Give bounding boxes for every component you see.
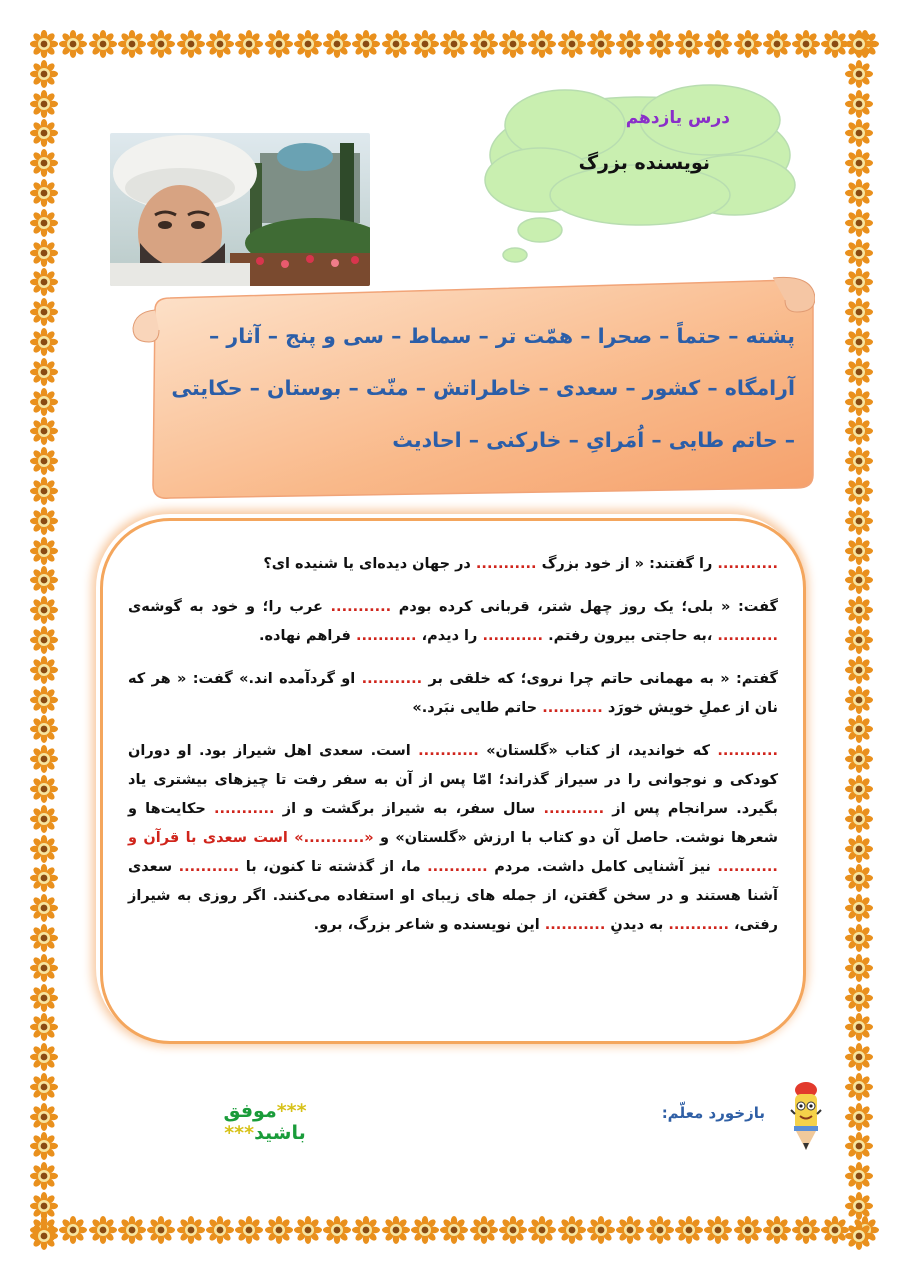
blank: ........... xyxy=(717,556,778,572)
flower-icon xyxy=(675,30,703,58)
flower-icon xyxy=(845,447,873,475)
flower-icon xyxy=(845,835,873,863)
flower-icon xyxy=(845,477,873,505)
text-segment: سعدی آشنا هستند و در سخن گفتن، از جمله های زیبای او استفاده می‌کنند. اگر روزی به شیراز رفتی، xyxy=(128,859,778,933)
flower-icon xyxy=(30,30,58,58)
flower-icon xyxy=(30,1132,58,1160)
flower-icon xyxy=(30,835,58,863)
flower-icon xyxy=(382,30,410,58)
exercise-paragraph xyxy=(128,665,778,723)
flower-icon xyxy=(30,417,58,445)
flower-icon xyxy=(294,30,322,58)
blank: ........... xyxy=(418,743,479,759)
blank: ........... xyxy=(355,628,417,644)
text-segment: به دیدنِ xyxy=(610,917,664,933)
flower-icon xyxy=(30,537,58,565)
flower-icon xyxy=(845,30,873,58)
flower-icon xyxy=(845,388,873,416)
flower-icon xyxy=(118,30,146,58)
flower-icon xyxy=(845,1132,873,1160)
flower-icon xyxy=(499,30,527,58)
flower-icon xyxy=(558,1216,586,1244)
flower-icon xyxy=(845,1192,873,1220)
flower-icon xyxy=(30,805,58,833)
flower-icon xyxy=(440,30,468,58)
flower-icon xyxy=(845,417,873,445)
blank: ........... xyxy=(427,859,488,875)
flower-icon xyxy=(30,358,58,386)
lesson-title: درس یازدهم xyxy=(625,108,730,128)
flower-icon xyxy=(763,1216,791,1244)
flower-border-bottom xyxy=(30,1216,879,1250)
flower-icon xyxy=(845,775,873,803)
flower-icon xyxy=(30,1043,58,1071)
flower-icon xyxy=(845,954,873,982)
flower-icon xyxy=(30,1192,58,1220)
flower-icon xyxy=(30,715,58,743)
flower-icon xyxy=(845,805,873,833)
blank: ........... xyxy=(303,830,365,846)
flower-icon xyxy=(845,596,873,624)
flower-icon xyxy=(265,1216,293,1244)
flower-icon xyxy=(763,30,791,58)
flower-icon xyxy=(845,1222,873,1250)
flower-icon xyxy=(646,1216,674,1244)
teacher-feedback-label: بازخورد معلّم: xyxy=(661,1104,765,1122)
flower-icon xyxy=(30,954,58,982)
flower-icon xyxy=(587,1216,615,1244)
success-message xyxy=(180,1100,350,1144)
flower-icon xyxy=(845,864,873,892)
flower-icon xyxy=(616,30,644,58)
flower-icon xyxy=(30,864,58,892)
exercise-paragraph xyxy=(128,550,778,579)
blank: ........... xyxy=(668,917,729,933)
text-segment: ما، از گذشته تا کنون، با xyxy=(245,859,421,875)
flower-icon xyxy=(30,596,58,624)
text-segment: ،به حاجتی بیرون رفتم. xyxy=(548,628,713,644)
flower-icon xyxy=(734,30,762,58)
flower-icon xyxy=(528,30,556,58)
flower-icon xyxy=(845,924,873,952)
text-segment: او گردآمده اند.» گفت: « هر که نان از عملِ خویش خورَد xyxy=(128,671,778,716)
flower-icon xyxy=(30,1073,58,1101)
flower-icon xyxy=(206,30,234,58)
text-segment: گفت: « بلی؛ یک روز چهل شتر، قربانی کرده بودم xyxy=(398,599,778,615)
text-segment: این نویسنده و شاعر بزرگ، برو. xyxy=(313,917,540,933)
flower-icon xyxy=(845,209,873,237)
flower-icon xyxy=(30,745,58,773)
flower-icon xyxy=(30,477,58,505)
flower-icon xyxy=(845,1043,873,1071)
blank: ........... xyxy=(717,628,778,644)
flower-icon xyxy=(704,30,732,58)
flower-icon xyxy=(352,30,380,58)
flower-icon xyxy=(845,566,873,594)
flower-icon xyxy=(845,358,873,386)
text-segment: » است سعدی با قرآن و xyxy=(128,830,304,846)
success-text: موفق باشید xyxy=(223,1100,306,1144)
blank: ........... xyxy=(482,628,544,644)
flower-icon xyxy=(845,328,873,356)
flower-icon xyxy=(265,30,293,58)
flower-icon xyxy=(411,30,439,58)
flower-icon xyxy=(294,1216,322,1244)
vocab-line: – حاتم طایی – اُمَرایِ – خارکنی – احادیث xyxy=(392,428,795,452)
blank: ........... xyxy=(544,917,606,933)
flower-icon xyxy=(646,30,674,58)
flower-icon xyxy=(30,1013,58,1041)
flower-icon xyxy=(30,566,58,594)
flower-icon xyxy=(323,1216,351,1244)
text-segment: است. سعدی اهل شیراز بود. او دوران کودکی و نوجوانی را در سیراز گذراند؛ امّا پس از آن به سفر رفت تا چیزهای بیشتری یاد بگیرد. سرانجام پس از xyxy=(128,743,778,817)
blank: ........... xyxy=(542,700,603,716)
flower-icon xyxy=(177,1216,205,1244)
blank: ........... xyxy=(717,743,778,759)
flower-icon xyxy=(30,239,58,267)
flower-icon xyxy=(30,1222,58,1250)
flower-icon xyxy=(528,1216,556,1244)
exercise-paragraph xyxy=(128,737,778,940)
vocab-line: پشته – حتماً – صحرا – همّت تر – سماط – سی و پنج – آثار – xyxy=(209,324,795,348)
flower-icon xyxy=(845,60,873,88)
flower-icon xyxy=(235,30,263,58)
flower-icon xyxy=(30,686,58,714)
flower-icon xyxy=(845,715,873,743)
text-segment: گفتم: « به مهمانی حاتم چرا نروی؛ که خلقی بر xyxy=(428,671,778,687)
flower-icon xyxy=(30,209,58,237)
exercise-paragraph xyxy=(128,593,778,651)
vocabulary-words xyxy=(165,310,795,466)
flower-icon xyxy=(845,239,873,267)
flower-icon xyxy=(30,447,58,475)
flower-icon xyxy=(30,626,58,654)
flower-icon xyxy=(30,507,58,535)
saadi-portrait-image xyxy=(110,133,370,286)
stars-decoration: *** xyxy=(276,1100,307,1122)
text-segment: حکایت‌ها و شعرها نوشت. حاصل آن دو کتاب با ارزش «گلستان» و xyxy=(128,801,778,846)
flower-icon xyxy=(845,298,873,326)
text-segment: که خواندید، از کتاب «گلستان» xyxy=(486,743,710,759)
blank: ........... xyxy=(178,859,240,875)
flower-icon xyxy=(845,119,873,147)
text-segment: « xyxy=(364,830,374,846)
flower-icon xyxy=(845,90,873,118)
blank: ........... xyxy=(543,801,605,817)
flower-icon xyxy=(558,30,586,58)
flower-icon xyxy=(30,90,58,118)
flower-icon xyxy=(323,30,351,58)
flower-icon xyxy=(470,1216,498,1244)
lesson-subtitle: نویسنده بزرگ xyxy=(578,152,710,174)
blank: ........... xyxy=(330,599,392,615)
flower-icon xyxy=(440,1216,468,1244)
flower-icon xyxy=(118,1216,146,1244)
flower-icon xyxy=(30,924,58,952)
blank: ........... xyxy=(717,859,778,875)
blank: ........... xyxy=(361,671,423,687)
flower-border-right xyxy=(845,30,879,1250)
flower-icon xyxy=(235,1216,263,1244)
flower-icon xyxy=(675,1216,703,1244)
flower-icon xyxy=(30,328,58,356)
flower-icon xyxy=(30,268,58,296)
text-segment: فراهم نهاده. xyxy=(258,628,351,644)
flower-icon xyxy=(30,984,58,1012)
flower-icon xyxy=(616,1216,644,1244)
flower-icon xyxy=(30,388,58,416)
flower-icon xyxy=(470,30,498,58)
text-segment: سال سفر، به شیراز برگشت و از xyxy=(282,801,536,817)
flower-icon xyxy=(845,1073,873,1101)
flower-icon xyxy=(30,60,58,88)
flower-icon xyxy=(845,1013,873,1041)
flower-icon xyxy=(845,179,873,207)
flower-icon xyxy=(845,537,873,565)
vocab-line: آرامگاه – کشور – سعدی – خاطراتش – منّت – بوستان – حکایتی xyxy=(171,376,795,400)
blank: ........... xyxy=(213,801,275,817)
flower-icon xyxy=(382,1216,410,1244)
flower-icon xyxy=(845,686,873,714)
stars-decoration: *** xyxy=(224,1122,255,1144)
text-segment: در جهان دیده‌ای یا شنیده ای؟ xyxy=(263,556,471,572)
flower-border-top xyxy=(30,30,879,64)
text-segment: عرب را؛ و خود به گوشه‌ی xyxy=(128,599,323,615)
text-segment: نیز آشنایی کامل داشت. مردم xyxy=(494,859,711,875)
flower-icon xyxy=(30,149,58,177)
flower-icon xyxy=(704,1216,732,1244)
flower-icon xyxy=(30,894,58,922)
pencil-mascot-icon xyxy=(786,1080,826,1152)
flower-icon xyxy=(30,179,58,207)
flower-icon xyxy=(30,775,58,803)
text-segment: را دیدم، xyxy=(421,628,478,644)
flower-icon xyxy=(845,1162,873,1190)
text-segment: حاتم طایی نبَرد.» xyxy=(412,700,538,716)
flower-icon xyxy=(845,626,873,654)
flower-icon xyxy=(845,507,873,535)
flower-icon xyxy=(845,745,873,773)
flower-border-left xyxy=(30,30,64,1250)
flower-icon xyxy=(845,1103,873,1131)
flower-icon xyxy=(30,119,58,147)
blank: ........... xyxy=(475,556,537,572)
flower-icon xyxy=(352,1216,380,1244)
flower-icon xyxy=(734,1216,762,1244)
flower-icon xyxy=(30,298,58,326)
flower-icon xyxy=(177,30,205,58)
text-segment: را گفتند: « از خود بزرگ xyxy=(541,556,713,572)
flower-icon xyxy=(845,268,873,296)
flower-icon xyxy=(89,30,117,58)
flower-icon xyxy=(845,656,873,684)
flower-icon xyxy=(30,656,58,684)
flower-icon xyxy=(792,30,820,58)
flower-icon xyxy=(206,1216,234,1244)
flower-icon xyxy=(845,894,873,922)
flower-icon xyxy=(411,1216,439,1244)
flower-icon xyxy=(792,1216,820,1244)
flower-icon xyxy=(147,1216,175,1244)
flower-icon xyxy=(845,149,873,177)
flower-icon xyxy=(587,30,615,58)
flower-icon xyxy=(89,1216,117,1244)
flower-icon xyxy=(30,1162,58,1190)
flower-icon xyxy=(30,1103,58,1131)
exercise-text xyxy=(128,550,778,954)
flower-icon xyxy=(845,984,873,1012)
flower-icon xyxy=(499,1216,527,1244)
flower-icon xyxy=(147,30,175,58)
